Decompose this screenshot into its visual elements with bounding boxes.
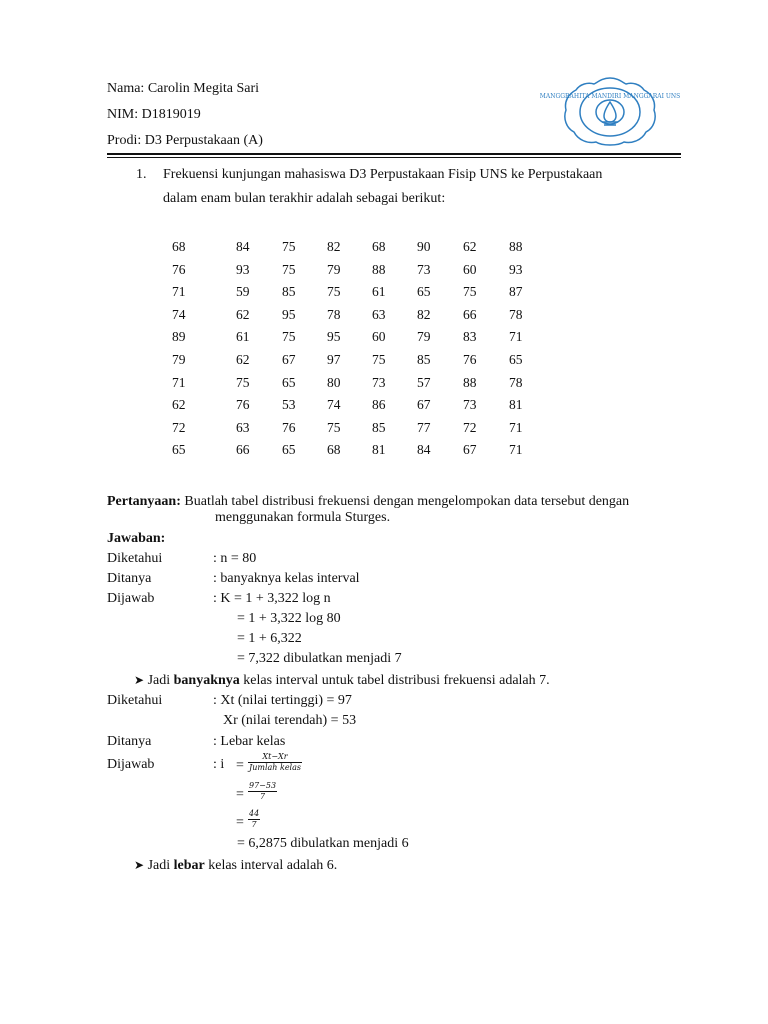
table-cell: 88	[463, 374, 477, 390]
table-cell: 59	[236, 284, 250, 300]
table-cell: 63	[236, 419, 250, 435]
table-cell: 79	[327, 261, 341, 277]
fraction-formula-numerator: Xt−Xr	[262, 752, 288, 761]
table-cell: 74	[327, 397, 341, 413]
table-cell: 65	[282, 374, 296, 390]
table-cell: 68	[327, 442, 341, 458]
diketahui-value-1: : n = 80	[213, 551, 257, 566]
table-cell: 93	[236, 261, 250, 277]
table-cell: 75	[327, 284, 341, 300]
jawaban-label: Jawaban:	[107, 531, 166, 546]
pertanyaan-text-1: Buatlah tabel distribusi frekuensi dengan mengelompokan data tersebut dengan	[184, 494, 630, 509]
table-cell: 75	[236, 374, 250, 390]
equals-sign-3: =	[236, 815, 244, 830]
table-cell: 73	[463, 397, 477, 413]
table-cell: 93	[509, 261, 523, 277]
header-divider-thin	[107, 157, 681, 158]
table-cell: 74	[172, 306, 186, 322]
width-step-4: = 6,2875 dibulatkan menjadi 6	[237, 836, 409, 851]
pertanyaan-text-2: menggunakan formula Sturges.	[215, 510, 391, 525]
sturges-step-4: = 7,322 dibulatkan menjadi 7	[237, 651, 402, 666]
table-cell: 76	[236, 397, 250, 413]
equals-sign-1: =	[236, 758, 244, 773]
table-cell: 57	[417, 374, 431, 390]
table-cell: 61	[236, 329, 250, 345]
student-prodi: Prodi: D3 Perpustakaan (A)	[107, 133, 263, 148]
ditanya-label-2: Ditanya	[107, 734, 152, 749]
table-cell: 78	[509, 306, 523, 322]
table-cell: 95	[327, 329, 341, 345]
question-line-1: Frekuensi kunjungan mahasiswa D3 Perpustakaan Fisip UNS ke Perpustakaan	[163, 167, 603, 182]
table-cell: 76	[282, 419, 296, 435]
table-cell: 75	[327, 419, 341, 435]
table-cell: 82	[417, 306, 431, 322]
table-cell: 81	[372, 442, 386, 458]
table-cell: 65	[509, 351, 523, 367]
table-cell: 89	[172, 329, 186, 345]
fraction-result-denominator: 7	[251, 820, 257, 829]
table-cell: 78	[509, 374, 523, 390]
diketahui-value-2b: Xr (nilai terendah) = 53	[223, 713, 357, 728]
fraction-formula	[248, 752, 302, 773]
fraction-values	[248, 781, 277, 802]
table-cell: 78	[327, 306, 341, 322]
dijawab-value-1: : K = 1 + 3,322 log n	[213, 591, 331, 606]
svg-text:MANGGRAHITA MANDIRI MANGGARAI: MANGGRAHITA MANDIRI MANGGARAI UNS	[539, 93, 681, 100]
dijawab-label-2: Dijawab	[107, 757, 155, 772]
question-number: 1.	[136, 167, 147, 182]
diketahui-label-2: Diketahui	[107, 693, 163, 708]
table-cell: 75	[463, 284, 477, 300]
table-cell: 76	[172, 261, 186, 277]
sturges-step-3: = 1 + 6,322	[237, 631, 302, 646]
table-cell: 90	[417, 239, 431, 254]
table-cell: 73	[417, 261, 431, 277]
fraction-values-numerator: 97−53	[249, 781, 277, 790]
table-cell: 84	[417, 442, 431, 458]
table-cell: 67	[417, 397, 431, 413]
table-cell: 82	[327, 239, 341, 254]
table-cell: 84	[236, 239, 250, 254]
table-cell: 61	[372, 284, 386, 300]
table-cell: 83	[463, 329, 477, 345]
arrow-bullet-icon: ➤	[134, 673, 145, 687]
question-line-2: dalam enam bulan terakhir adalah sebagai berikut:	[163, 191, 446, 206]
table-cell: 65	[172, 442, 186, 458]
table-cell: 73	[372, 374, 386, 390]
table-cell: 62	[463, 239, 477, 254]
table-cell: 67	[282, 351, 296, 367]
pertanyaan-label: Pertanyaan:	[107, 494, 181, 509]
table-cell: 76	[463, 351, 477, 367]
table-cell: 87	[509, 284, 523, 300]
dijawab-label-1: Dijawab	[107, 591, 155, 606]
table-cell: 65	[417, 284, 431, 300]
table-cell: 62	[236, 306, 250, 322]
table-cell: 77	[417, 419, 431, 435]
table-cell: 85	[282, 284, 296, 300]
table-cell: 88	[372, 261, 386, 277]
university-logo	[539, 76, 681, 148]
table-cell: 75	[282, 261, 296, 277]
fraction-values-denominator: 7	[259, 792, 266, 801]
ditanya-value-1: : banyaknya kelas interval	[213, 571, 360, 586]
table-cell: 71	[509, 442, 523, 458]
table-cell: 85	[417, 351, 431, 367]
equals-sign-2: =	[236, 787, 244, 802]
header-divider-thick	[107, 153, 681, 155]
table-cell: 71	[172, 374, 186, 390]
table-cell: 85	[372, 419, 386, 435]
table-cell: 72	[463, 419, 477, 435]
conclusion-2: ➤ Jadi lebar kelas interval adalah 6.	[134, 858, 338, 873]
table-cell: 95	[282, 306, 296, 322]
table-cell: 62	[172, 397, 186, 413]
table-cell: 63	[372, 306, 386, 322]
table-cell: 60	[372, 329, 386, 345]
table-cell: 72	[172, 419, 186, 435]
sturges-step-2: = 1 + 3,322 log 80	[237, 611, 341, 626]
table-cell: 68	[372, 239, 386, 254]
table-cell: 97	[327, 351, 341, 367]
table-cell: 81	[509, 397, 523, 413]
fraction-result-numerator: 44	[249, 809, 260, 818]
table-cell: 68	[172, 239, 186, 254]
table-cell: 66	[236, 442, 250, 458]
table-cell: 53	[282, 397, 296, 413]
ditanya-label-1: Ditanya	[107, 571, 152, 586]
table-cell: 62	[236, 351, 250, 367]
ditanya-value-2: : Lebar kelas	[213, 734, 286, 749]
table-cell: 65	[282, 442, 296, 458]
table-cell: 71	[509, 329, 523, 345]
dijawab-prefix-2: : i	[213, 757, 225, 772]
arrow-bullet-icon: ➤	[134, 858, 145, 872]
table-cell: 80	[327, 374, 341, 390]
table-cell: 86	[372, 397, 386, 413]
table-cell: 71	[172, 284, 186, 300]
fraction-formula-denominator: Jumlah kelas	[249, 763, 301, 772]
table-cell: 79	[172, 351, 186, 367]
table-cell: 60	[463, 261, 477, 277]
student-name: Nama: Carolin Megita Sari	[107, 81, 260, 96]
diketahui-value-2: : Xt (nilai tertinggi) = 97	[213, 693, 352, 708]
diketahui-label-1: Diketahui	[107, 551, 163, 566]
table-cell: 75	[282, 329, 296, 345]
table-cell: 71	[509, 419, 523, 435]
table-cell: 66	[463, 306, 477, 322]
table-cell: 79	[417, 329, 431, 345]
conclusion-1: ➤ Jadi banyaknya kelas interval untuk tabel distribusi frekuensi adalah 7.	[134, 673, 550, 688]
table-cell: 75	[372, 351, 386, 367]
table-cell: 67	[463, 442, 477, 458]
table-cell: 75	[282, 239, 296, 254]
student-nim: NIM: D1819019	[107, 107, 201, 122]
table-cell: 88	[509, 239, 523, 254]
fraction-result	[248, 809, 260, 830]
